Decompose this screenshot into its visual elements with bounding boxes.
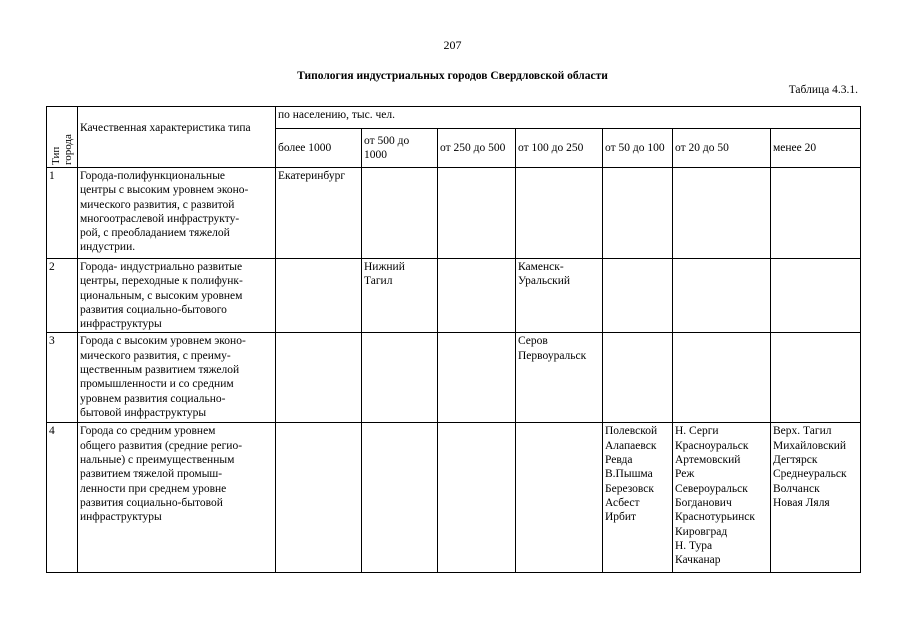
- city-name: Волчанск: [773, 482, 820, 495]
- description-line: Города с высоким уровнем эконо-: [80, 335, 246, 348]
- city-cell: [603, 168, 673, 259]
- city-name: В.Пышма: [605, 468, 653, 481]
- description-line: Города-полифункциональные: [80, 170, 226, 182]
- pop-col-header: от 20 до 50: [673, 129, 771, 168]
- pop-col-header: более 1000: [276, 129, 362, 168]
- city-name: Н. Тура: [675, 539, 713, 552]
- city-cell: [771, 168, 861, 259]
- city-name: Алапаевск: [605, 439, 657, 452]
- quality-column-header: Качественная характеристика типа: [78, 107, 276, 168]
- description-line: бытовой инфраструктуры: [80, 406, 207, 419]
- city-cell: [603, 333, 673, 423]
- city-cell: [276, 168, 362, 259]
- description-line: циональным, с высоким уровнем: [80, 289, 243, 302]
- city-name: Уральский: [518, 275, 571, 288]
- type-column-header: [47, 107, 78, 168]
- city-name: Ревда: [605, 454, 633, 467]
- description-line: развитием тяжелой промыш-: [80, 468, 223, 481]
- description-line: Города- индустриально развитые: [80, 261, 243, 273]
- pop-col-header: от 100 до 250: [516, 129, 603, 168]
- table-row: [47, 259, 861, 333]
- city-cell: [362, 259, 438, 333]
- page-number: 207: [443, 38, 462, 52]
- city-cell: [362, 168, 438, 259]
- city-cell: [771, 333, 861, 423]
- city-name: Богданович: [675, 496, 732, 509]
- city-name: Среднеуральск: [773, 468, 847, 481]
- city-cell: [603, 423, 673, 573]
- city-cell: [516, 333, 603, 423]
- city-cell: [438, 259, 516, 333]
- row-description: [78, 423, 276, 573]
- city-name: Артемовский: [675, 454, 741, 467]
- city-name: Первоуральск: [518, 349, 587, 362]
- city-name: Кировград: [675, 525, 728, 538]
- row-type-number: 3: [47, 333, 78, 423]
- description-line: общего развития (средние регио-: [80, 439, 243, 452]
- city-cell: [603, 259, 673, 333]
- description-line: развития социально-бытового: [80, 303, 227, 316]
- city-name: Асбест: [605, 496, 640, 509]
- city-cell: [516, 168, 603, 259]
- description-line: уровнем развития социально-: [80, 392, 226, 405]
- city-cell: [771, 259, 861, 333]
- city-name: Полевской: [605, 425, 658, 438]
- pop-col-header: от 250 до 500: [438, 129, 516, 168]
- city-cell: [771, 423, 861, 573]
- row-description: [78, 259, 276, 333]
- description-line: мического развития, с развитой: [80, 198, 235, 211]
- city-cell: [276, 259, 362, 333]
- city-name: Новая Ляля: [773, 496, 830, 509]
- city-name: Каменск-: [518, 261, 564, 273]
- city-cell: [276, 423, 362, 573]
- description-line: центры, переходные к полифунк-: [80, 275, 243, 288]
- description-line: промышленности и со средним: [80, 378, 234, 391]
- pop-col-header: менее 20: [771, 129, 861, 168]
- population-group-header: по населению, тыс. чел.: [276, 107, 861, 129]
- description-line: многоотраслевой инфраструкту-: [80, 212, 240, 225]
- city-cell: [438, 333, 516, 423]
- description-line: щественным развитием тяжелой: [80, 364, 240, 377]
- city-name: Дегтярск: [773, 454, 818, 467]
- city-name: Нижний: [364, 261, 405, 273]
- city-cell: [516, 259, 603, 333]
- city-cell: [673, 259, 771, 333]
- city-name: Красноуральск: [675, 439, 749, 452]
- city-cell: [276, 333, 362, 423]
- city-name: Тагил: [364, 275, 393, 288]
- city-name: Михайловский: [773, 439, 847, 452]
- city-name: Екатеринбург: [278, 170, 346, 182]
- description-line: нальные) с преимущественным: [80, 454, 235, 467]
- city-cell: [673, 423, 771, 573]
- city-name: Ирбит: [605, 511, 637, 524]
- description-line: развития социально-бытовой: [80, 496, 223, 509]
- city-cell: [362, 333, 438, 423]
- city-name: Березовск: [605, 482, 654, 495]
- description-line: инфраструктуры: [80, 511, 162, 524]
- row-description: [78, 333, 276, 423]
- city-name: Качканар: [675, 554, 721, 567]
- city-name: Верх. Тагил: [773, 425, 832, 438]
- svg-text:города: города: [62, 134, 74, 165]
- city-cell: [362, 423, 438, 573]
- row-type-number: 2: [47, 259, 78, 333]
- city-cell: [673, 333, 771, 423]
- description-line: инфраструктуры: [80, 318, 162, 331]
- table-row: [47, 168, 861, 259]
- city-cell: [673, 168, 771, 259]
- city-cell: [438, 423, 516, 573]
- city-name: Серов: [518, 335, 548, 348]
- typology-table: [46, 106, 861, 573]
- svg-text:Тип: Тип: [50, 146, 62, 165]
- description-line: Города со средним уровнем: [80, 425, 216, 438]
- description-line: центры с высоким уровнем эконо-: [80, 184, 249, 197]
- description-line: рой, с преобладанием тяжелой: [80, 227, 230, 240]
- city-cell: [438, 168, 516, 259]
- table-row: [47, 333, 861, 423]
- pop-col-header: от 50 до 100: [603, 129, 673, 168]
- city-name: Реж: [675, 468, 695, 481]
- table-caption: Таблица 4.3.1.: [788, 84, 858, 96]
- description-line: ленности при среднем уровне: [80, 482, 227, 495]
- description-line: мического развития, с преиму-: [80, 349, 231, 362]
- city-name: Североуральск: [675, 482, 748, 495]
- row-type-number: 4: [47, 423, 78, 573]
- type-column-header-vertical: [47, 107, 78, 167]
- city-cell: [516, 423, 603, 573]
- city-name: Н. Серги: [675, 425, 719, 438]
- document-title: Типология индустриальных городов Свердловской области: [297, 70, 608, 82]
- pop-col-header: от 500 до 1000: [362, 129, 438, 168]
- table-row: [47, 423, 861, 573]
- city-name: Краснотурьинск: [675, 511, 756, 524]
- row-description: [78, 168, 276, 259]
- description-line: индустрии.: [80, 241, 136, 254]
- row-type-number: 1: [47, 168, 78, 259]
